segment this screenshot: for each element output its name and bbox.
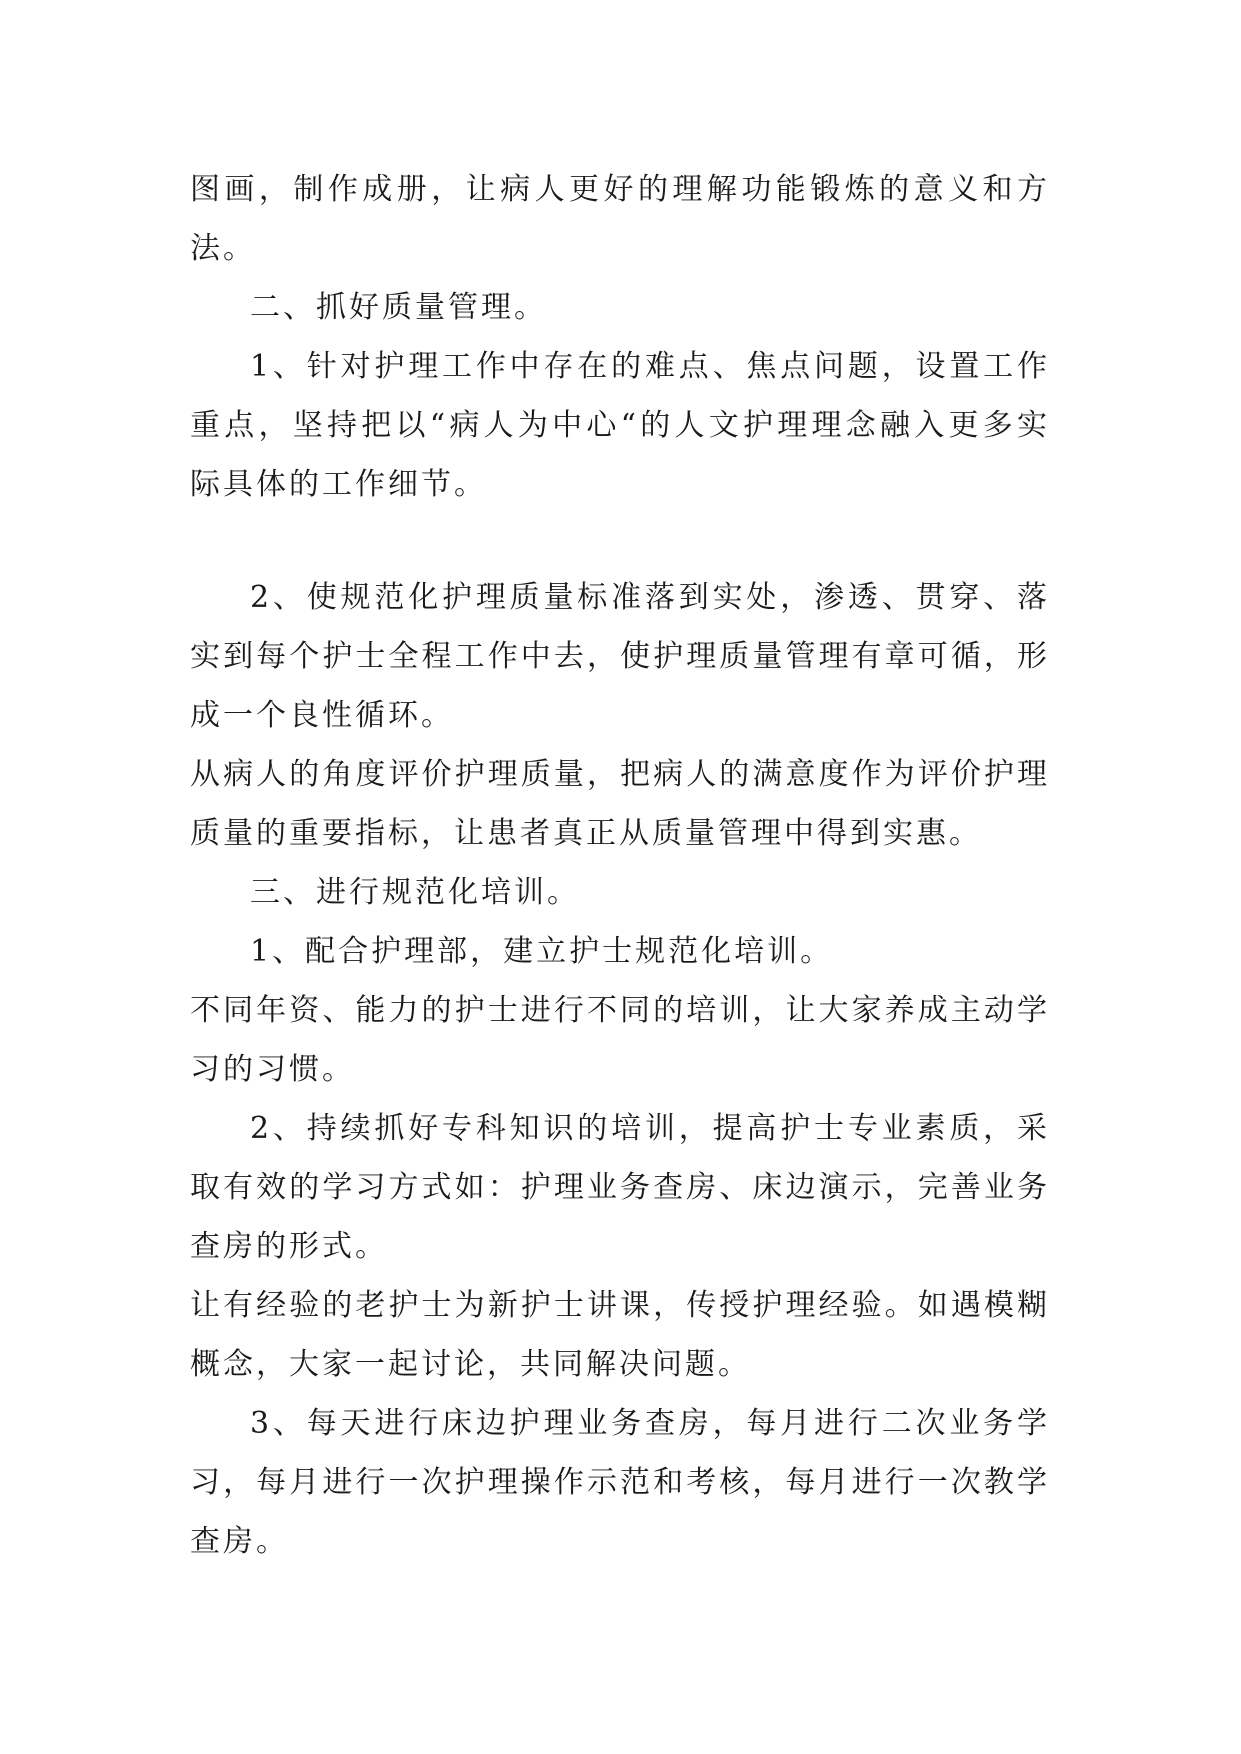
paragraph-different-training: 不同年资、能力的护士进行不同的培训，让大家养成主动学习的习惯。 <box>190 993 1050 1087</box>
paragraph-item-2: 2、使规范化护理质量标准落到实处，渗透、贯穿、落实到每个护士全程工作中去，使护理质量管理有章可循，形成一个良性循环。 <box>190 580 1050 733</box>
section-heading-standardized-training: 三、进行规范化培训。 <box>250 875 580 910</box>
paragraph-experienced-nurses: 让有经验的老护士为新护士讲课，传授护理经验。如遇模糊概念，大家一起讨论，共同解决问题。 <box>190 1288 1050 1382</box>
paragraph-item-1: 1、针对护理工作中存在的难点、焦点问题，设置工作重点，坚持把以“病人为中心“的人文护理理念融入更多实际具体的工作细节。 <box>190 349 1050 502</box>
paragraph-training-item-3: 3、每天进行床边护理业务查房，每月进行二次业务学习，每月进行一次护理操作示范和考核，每月进行一次教学查房。 <box>190 1406 1050 1559</box>
paragraph-training-item-1: 1、配合护理部，建立护士规范化培训。 <box>250 934 834 969</box>
paragraph-continuation: 图画，制作成册，让病人更好的理解功能锻炼的意义和方法。 <box>190 172 1050 266</box>
section-heading-quality-management: 二、抓好质量管理。 <box>250 290 547 325</box>
paragraph-training-item-2: 2、持续抓好专科知识的培训，提高护士专业素质，采取有效的学习方式如：护理业务查房、床边演示，完善业务查房的形式。 <box>190 1111 1050 1264</box>
paragraph-patient-evaluation: 从病人的角度评价护理质量，把病人的满意度作为评价护理质量的重要指标，让患者真正从质量管理中得到实惠。 <box>190 757 1050 851</box>
document-body <box>190 160 1050 1571</box>
